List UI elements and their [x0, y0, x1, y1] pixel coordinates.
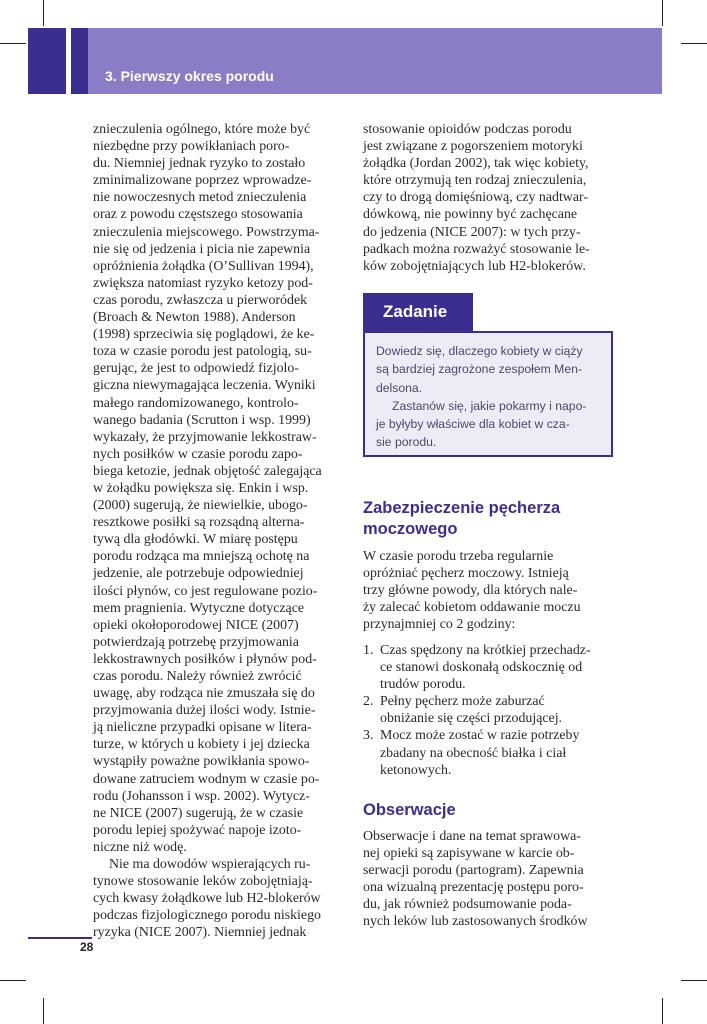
- right-column: [363, 121, 613, 275]
- text-line: są bardziej zagrożone zespołem Men-: [376, 362, 582, 377]
- bladder-paragraph: [363, 548, 613, 633]
- text-line: nie się od jedzenia i picia nie zapewnia: [93, 241, 311, 257]
- text-line: przynajmniej co 2 godziny:: [363, 617, 516, 633]
- text-line: W czasie porodu trzeba regularnie: [363, 549, 554, 564]
- left-paragraph-1: [93, 121, 348, 856]
- list-item-number: 1.: [363, 643, 374, 658]
- crop-mark: [662, 0, 663, 26]
- crop-mark: [43, 0, 44, 26]
- text-line: oraz z powodu częstszego stosowania: [93, 207, 303, 223]
- text-line: giczna niewymagająca leczenia. Wyniki: [93, 378, 316, 394]
- text-line: nie nowoczesnych metod znieczulenia: [93, 190, 307, 206]
- text-line: czy to drogą domięśniową, czy nadtwar-: [363, 190, 588, 206]
- text-line: ży zalecać kobietom oddawanie moczu: [363, 600, 581, 616]
- text-line: zwiększa natomiast ryzyko ketozy pod-: [93, 275, 313, 291]
- text-line: Czas spędzony na krótkiej przechadz-: [380, 643, 591, 658]
- text-line: porodu rodząca ma mniejszą ochotę na: [93, 549, 310, 565]
- text-line: (1998) sprzeciwia się poglądowi, że ke-: [93, 327, 315, 343]
- text-line: ją nieliczne przypadki opisane w litera-: [93, 720, 312, 736]
- text-line: dówkową, nie powinny być zachęcane: [363, 207, 578, 223]
- text-line: Zastanów się, jakie pokarmy i napo-: [392, 398, 587, 413]
- left-paragraph-2: [93, 856, 348, 941]
- footer-rule: [28, 937, 92, 939]
- text-line: małego randomizowanego, kontrolo-: [93, 395, 299, 411]
- text-line: znieczulenia ogólnego, które może być: [93, 122, 311, 137]
- list-item-number: 2.: [363, 694, 374, 710]
- text-line: gerując, że jest to odpowiedź fizjolo-: [93, 361, 299, 377]
- section-heading-bladder: [363, 498, 560, 540]
- text-line: du. Niemniej jednak ryzyko to zostało: [93, 156, 306, 172]
- bladder-reasons-list: [363, 642, 623, 779]
- text-line: które otrzymują ten rodzaj znieczulenia,: [363, 173, 587, 189]
- text-line: niezbędne przy powikłaniach poro-: [93, 139, 290, 155]
- crop-mark: [681, 980, 707, 981]
- text-line: ryzyka (NICE 2007). Niemniej jednak: [93, 925, 307, 941]
- text-line: ce stanowi doskonałą odskocznię od: [380, 660, 583, 676]
- text-line: ków zobojętniających lub H2-blokerów.: [363, 258, 586, 274]
- text-line: Pełny pęcherz może zaburzać: [380, 694, 545, 710]
- section-heading-observations: Obserwacje: [363, 801, 456, 819]
- crop-mark: [43, 998, 44, 1024]
- text-line: jedzenie, ale potrzebuje odpowiedniej: [93, 566, 304, 582]
- text-line: cych kwasy żołądkowe lub H2-blokerów: [93, 891, 321, 907]
- text-line: uwagę, aby rodząca nie zmuszała się do: [93, 686, 315, 702]
- heading-line: Zabezpieczenie pęcherza: [363, 499, 561, 517]
- heading-line: moczowego: [363, 520, 458, 538]
- text-line: tynowe stosowanie leków zobojętniają-: [93, 874, 313, 890]
- task-paragraph-2: [376, 397, 604, 452]
- text-line: wykazały, że przyjmowanie lekkostraw-: [93, 429, 317, 445]
- chapter-title: 3. Pierwszy okres porodu: [105, 68, 274, 84]
- text-line: potwierdzają potrzebę przyjmowania: [93, 634, 299, 650]
- text-line: trudów porodu.: [380, 677, 466, 693]
- text-line: sie porodu.: [376, 435, 437, 450]
- text-line: stosowanie opioidów podczas porodu: [363, 122, 572, 137]
- text-line: biega ketozie, jednak objętość zalegająca: [93, 463, 322, 479]
- text-line: Mocz może zostać w razie potrzeby: [380, 728, 580, 744]
- list-item-number: 3.: [363, 728, 374, 744]
- text-line: ketonowych.: [380, 762, 452, 778]
- text-line: (Broach & Newton 1988). Anderson: [93, 310, 296, 326]
- text-line: je byłyby właściwe dla kobiet w cza-: [376, 417, 570, 432]
- text-line: znieczulenia miejscowego. Powstrzyma-: [93, 224, 320, 240]
- text-line: wanego badania (Scrutton i wsp. 1999): [93, 412, 311, 428]
- text-line: Obserwacje i dane na temat sprawowa-: [363, 829, 581, 844]
- text-line: lekkostrawnych posiłków i płynów pod-: [93, 651, 317, 667]
- text-line: padkach można rozważyć stosowanie le-: [363, 241, 590, 257]
- text-line: Dowiedz się, dlaczego kobiety w ciąży: [376, 344, 583, 358]
- left-column: [93, 121, 348, 942]
- text-line: opieki okołoporodowej NICE (2007): [93, 617, 299, 633]
- text-line: tywą dla głodówki. W miarę postępu: [93, 532, 298, 548]
- list-item: [363, 693, 623, 727]
- text-line: Nie ma dowodów wspierających ru-: [109, 857, 311, 873]
- text-line: niczne niż wodę.: [93, 839, 187, 855]
- text-line: do jedzenia (NICE 2007): w tych przy-: [363, 224, 581, 240]
- text-line: porodu lepiej spożywać napoje izoto-: [93, 822, 302, 838]
- page-number: 28: [80, 940, 94, 954]
- task-paragraph-1: [376, 342, 604, 397]
- text-line: ona wizualną prezentację postępu poro-: [363, 880, 584, 896]
- text-line: dowane zatruciem wodnym w czasie po-: [93, 771, 320, 787]
- text-line: opróżniać pęcherz moczowy. Istnieją: [363, 566, 569, 582]
- text-line: nej opieki są zapisywane w karcie ob-: [363, 846, 575, 862]
- crop-mark: [681, 43, 707, 44]
- crop-mark: [0, 43, 26, 44]
- list-item: [363, 642, 623, 693]
- crop-mark: [0, 980, 26, 981]
- text-line: delsona.: [376, 380, 423, 395]
- observations-paragraph: [363, 828, 613, 931]
- text-line: du, jak również podsumowanie poda-: [363, 897, 572, 913]
- task-box: [363, 331, 613, 457]
- text-line: czas porodu. Należy również zwrócić: [93, 669, 302, 684]
- text-line: serwacji porodu (partogram). Zapewnia: [363, 863, 584, 879]
- text-line: nych posiłków w czasie porodu zapo-: [93, 446, 303, 462]
- text-line: (2000) sugerują, że niewielkie, ubogo-: [93, 498, 308, 514]
- right-paragraph-1: [363, 121, 613, 275]
- header-accent-stripe: [71, 28, 88, 94]
- task-title: Zadanie: [363, 293, 473, 331]
- list-item: [363, 727, 623, 778]
- text-line: przyjmowania dużej ilości wody. Istnie-: [93, 703, 316, 719]
- text-line: podczas fizjologicznego porodu niskiego: [93, 908, 321, 924]
- task-text: [376, 342, 604, 452]
- text-line: toza w czasie porodu jest patologią, su-: [93, 344, 312, 360]
- text-line: resztkowe posiłki są rozsądną alterna-: [93, 515, 305, 531]
- text-line: rodu (Johansson i wsp. 2002). Wytycz-: [93, 788, 310, 804]
- text-line: ne NICE (2007) sugerują, że w czasie: [93, 805, 304, 821]
- text-line: wystąpiły poważne powikłania spowo-: [93, 754, 310, 770]
- header-accent-block: [28, 28, 66, 94]
- text-line: czas porodu, zwłaszcza u pierworódek: [93, 292, 308, 308]
- crop-mark: [662, 998, 663, 1024]
- text-line: opróżnienia żołądka (O’Sullivan 1994),: [93, 258, 314, 274]
- text-line: jest związane z pogorszeniem motoryki: [363, 139, 583, 155]
- text-line: zminimalizowane poprzez wprowadze-: [93, 173, 312, 189]
- text-line: trzy główne powody, dla których nale-: [363, 583, 578, 599]
- text-line: ilości płynów, co jest regulowane pozio-: [93, 583, 318, 599]
- text-line: żołądka (Jordan 2002), tak więc kobiety,: [363, 156, 589, 172]
- text-line: turze, w których u kobiety i jej dziecka: [93, 737, 310, 753]
- text-line: obniżanie się części przodującej.: [380, 711, 563, 727]
- text-line: mem pragnienia. Wytyczne dotyczące: [93, 600, 305, 616]
- text-line: nych leków lub zastosowanych środków: [363, 914, 588, 930]
- text-line: w żołądku powiększa się. Enkin i wsp.: [93, 480, 309, 496]
- text-line: zbadany na obecność białka i ciał: [380, 745, 567, 761]
